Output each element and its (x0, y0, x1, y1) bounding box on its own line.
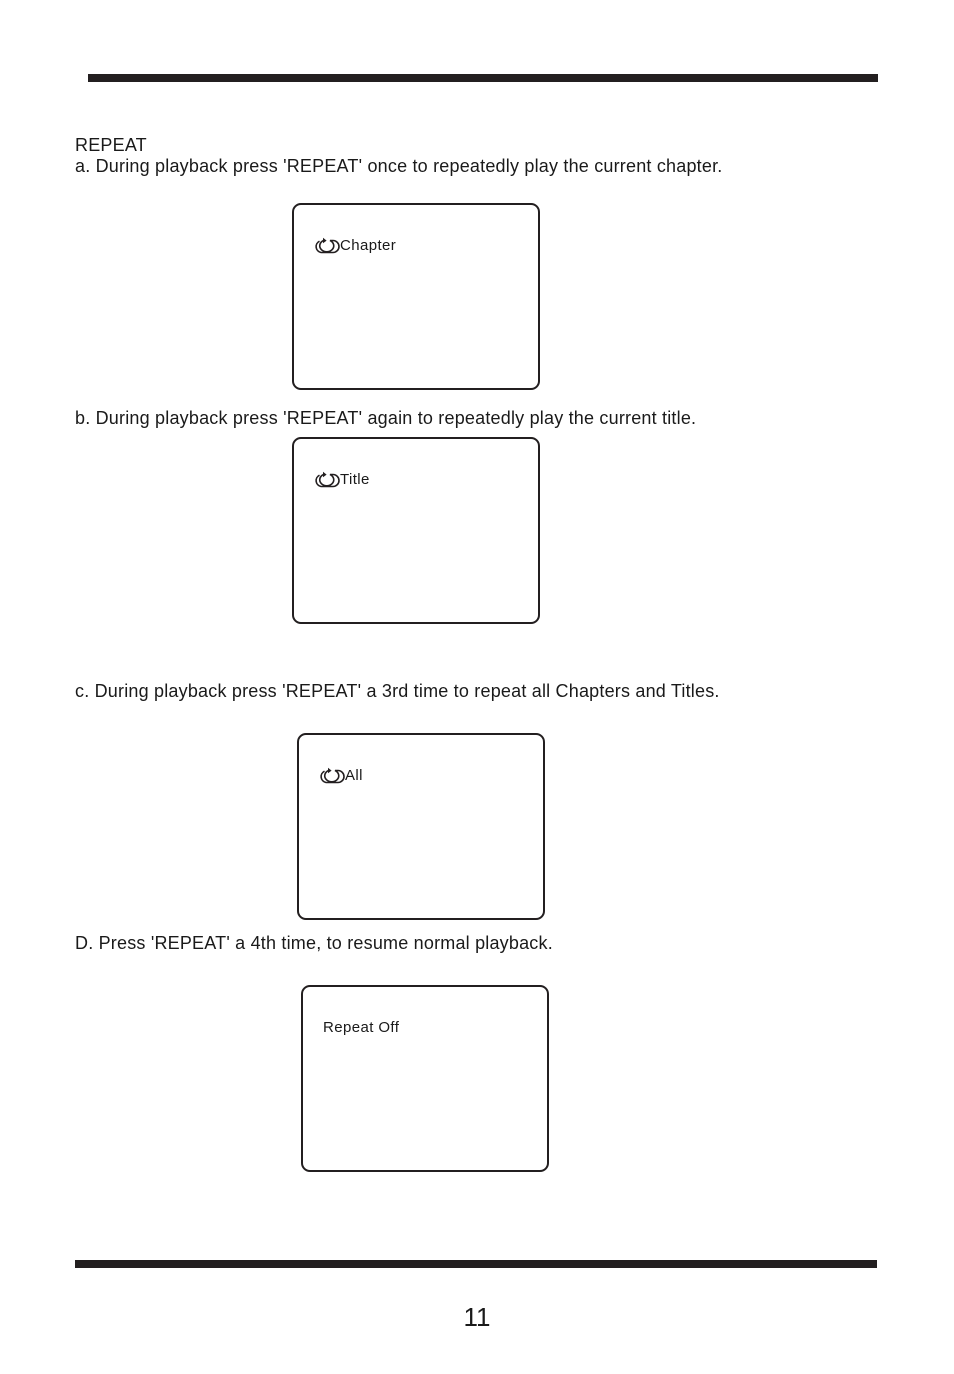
osd-screen-title (292, 437, 540, 624)
repeat-icon (314, 237, 340, 255)
step-b-instruction: b. During playback press 'REPEAT' again to repeatedly play the current title. (75, 408, 697, 428)
osd-screen-chapter (292, 203, 540, 390)
top-divider (88, 74, 878, 82)
repeat-icon (314, 471, 340, 489)
osd-label: Title (340, 471, 370, 488)
page-number: 11 (463, 1302, 491, 1332)
osd-indicator (314, 471, 370, 489)
osd-screen-repeat-off (301, 985, 549, 1172)
osd-label: Chapter (340, 237, 397, 254)
osd-label: Repeat Off (323, 1019, 400, 1036)
osd-indicator (314, 237, 396, 255)
osd-screen-all (297, 733, 545, 920)
osd-label: All (345, 767, 363, 784)
step-d-instruction: D. Press 'REPEAT' a 4th time, to resume normal playback. (75, 933, 553, 953)
osd-indicator (319, 767, 363, 785)
step-c-instruction: c. During playback press 'REPEAT' a 3rd time to repeat all Chapters and Titles. (75, 681, 720, 701)
step-a-instruction: a. During playback press 'REPEAT' once to repeatedly play the current chapter. (75, 156, 723, 176)
repeat-icon (319, 767, 345, 785)
section-title: REPEAT (75, 135, 147, 155)
osd-indicator (323, 1019, 399, 1037)
bottom-divider (75, 1260, 877, 1268)
